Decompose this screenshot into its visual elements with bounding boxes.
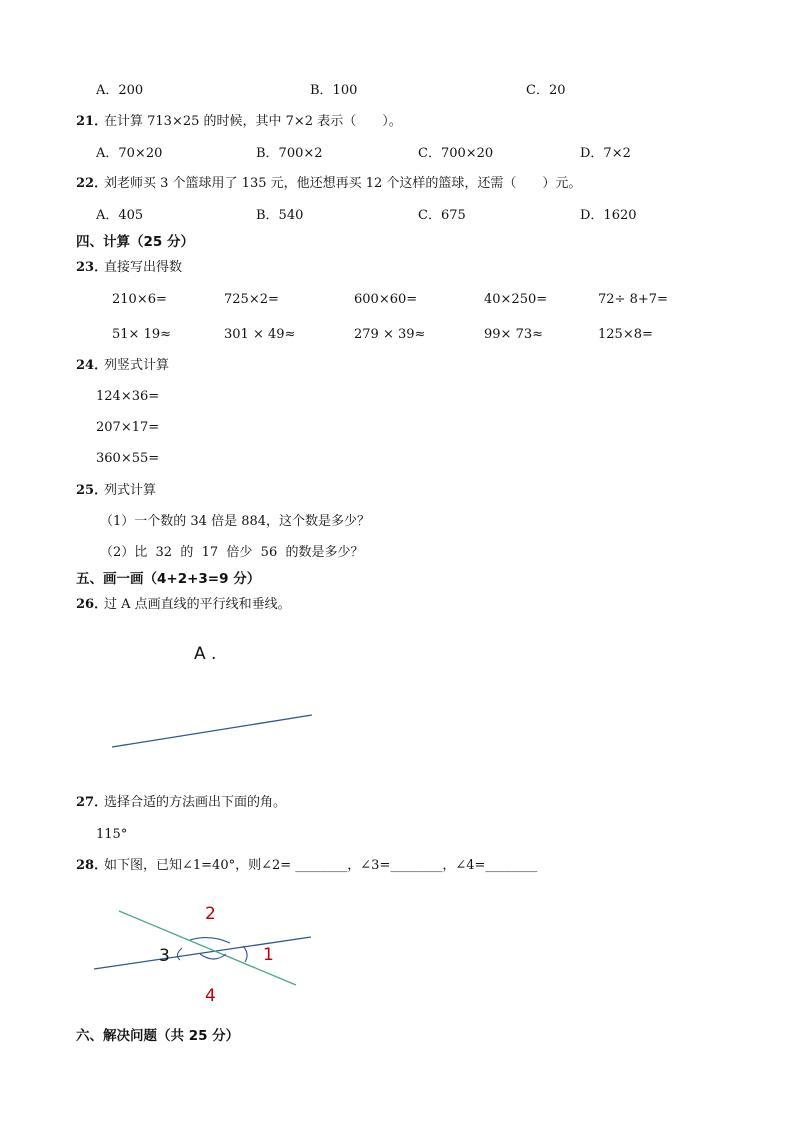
q20-option-c: C．20 — [526, 83, 566, 98]
angle-value: 115° — [96, 827, 128, 842]
q23-item: 600×60= — [354, 292, 418, 307]
q22-text: 刘老师买 3 个篮球用了 135 元，他还想再买 12 个这样的篮球，还需（ ）元。 — [104, 176, 582, 191]
q23-item: 72÷ 8+7= — [598, 292, 668, 307]
q26-line — [112, 715, 312, 747]
q26-number: 26． — [76, 597, 108, 612]
q20-option-b: B．100 — [310, 83, 358, 98]
section-6-heading: 六、解决问题（共 25 分） — [76, 1028, 240, 1044]
q21-option-b: B．700×2 — [256, 146, 323, 161]
angle-label-4: 4 — [205, 986, 216, 1006]
q27-number: 27． — [76, 795, 108, 810]
q21-option-a: A．70×20 — [96, 146, 163, 161]
q23-item: 125×8= — [598, 327, 653, 342]
q22-option-c: C．675 — [418, 208, 466, 223]
q28-text: 如下图，已知∠1=40°，则∠2= ________，∠3=________，∠4=________ — [104, 858, 538, 873]
section-4-heading: 四、计算（25 分） — [76, 234, 194, 250]
q22-option-b: B．540 — [256, 208, 304, 223]
q28-number: 28． — [76, 858, 108, 873]
section-5-heading: 五、画一画（4+2+3=9 分） — [76, 571, 261, 587]
angle-label-3: 3 — [159, 946, 170, 966]
q22-option-d: D．1620 — [580, 208, 637, 223]
q25-part-1: （1）一个数的 34 倍是 884，这个数是多少？ — [100, 514, 371, 529]
angle-label-1: 1 — [263, 945, 274, 965]
q28-line-blue — [94, 937, 311, 969]
q24-item: 124×36= — [96, 389, 160, 404]
q20-option-a: A．200 — [96, 83, 144, 98]
q23-item: 301 × 49≈ — [224, 327, 296, 342]
angle-arc-3 — [177, 948, 182, 960]
q26-text: 过 A 点画直线的平行线和垂线。 — [104, 597, 291, 612]
q25-part-2: （2）比 32 的 17 倍少 56 的数是多少？ — [100, 545, 364, 560]
q23-item: 725×2= — [224, 292, 279, 307]
q25-number: 25． — [76, 483, 108, 498]
q22-number: 22． — [76, 176, 108, 191]
q23-text: 直接写出得数 — [104, 260, 183, 275]
q24-text: 列竖式计算 — [104, 358, 170, 373]
q23-item: 51× 19≈ — [112, 327, 172, 342]
q24-item: 360×55= — [96, 451, 160, 466]
q23-item: 40×250= — [484, 292, 548, 307]
q23-number: 23． — [76, 260, 108, 275]
q23-item: 99× 73≈ — [484, 327, 544, 342]
angle-arc-1 — [243, 946, 247, 962]
q27-text: 选择合适的方法画出下面的角。 — [104, 795, 287, 810]
q21-number: 21． — [76, 114, 108, 129]
q21-text: 在计算 713×25 的时候，其中 7×2 表示（ ）。 — [104, 114, 402, 129]
q24-item: 207×17= — [96, 420, 160, 435]
angle-arc-2 — [190, 938, 230, 943]
q21-option-c: C．700×20 — [418, 146, 494, 161]
q23-item: 279 × 39≈ — [354, 327, 426, 342]
q24-number: 24． — [76, 358, 108, 373]
q21-option-d: D．7×2 — [580, 146, 631, 161]
q23-item: 210×6= — [112, 292, 167, 307]
point-a-label: A . — [194, 644, 217, 664]
q22-option-a: A．405 — [96, 208, 144, 223]
q25-text: 列式计算 — [104, 483, 157, 498]
angle-label-2: 2 — [205, 904, 216, 924]
